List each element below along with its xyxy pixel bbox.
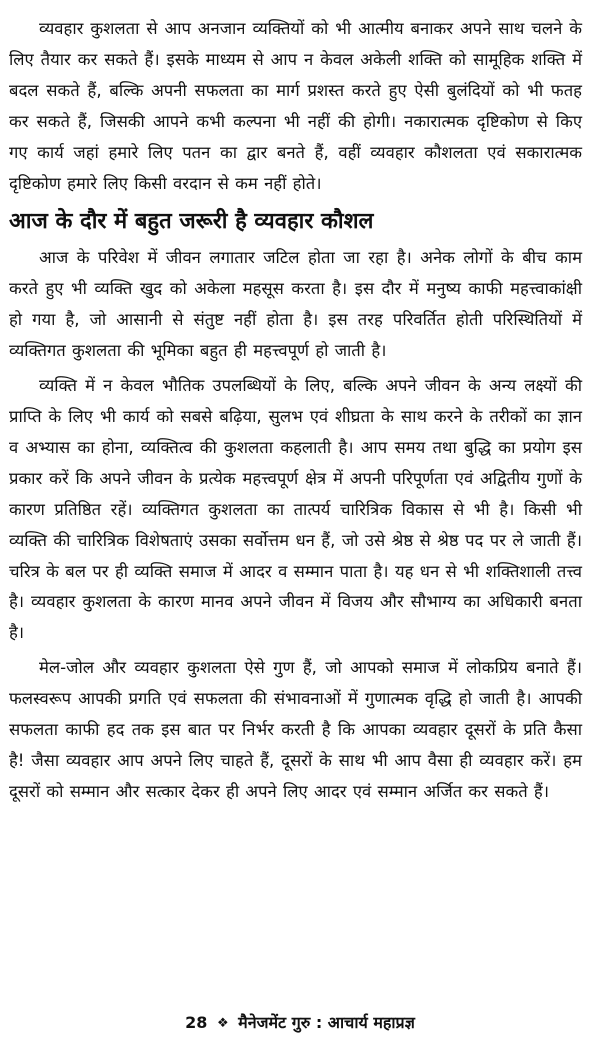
diamond-separator-icon: ❖	[216, 1016, 229, 1031]
page-footer	[0, 1012, 600, 1035]
section-heading: आज के दौर में बहुत जरूरी है व्यवहार कौशल	[9, 209, 374, 235]
book-title: मैनेजमेंट गुरु : आचार्य महाप्रज्ञ	[238, 1013, 415, 1032]
paragraph-intro: व्यवहार कुशलता से आप अनजान व्यक्तियों को भी आत्मीय बनाकर अपने साथ चलने के लिए तैयार कर सकते हैं। इसके माध्यम से आप न केवल अकेली शक्ति को सामूहिक शक्ति में बदल सकते हैं, बल्कि अपनी सफलता का मार्ग प्रशस्त करते हुए ऐसी बुलंदियों को भी फतह कर सकते हैं, जिसकी आपने कभी कल्पना भी नहीं की होगी। नकारात्मक दृष्टिकोण से किए गए कार्य जहां हमारे लिए पतन का द्वार बनते हैं, वहीं व्यवहार कौशलता एवं सकारात्मक दृष्टिकोण हमारे लिए किसी वरदान से कम नहीं होते।	[9, 19, 582, 193]
paragraph-2: व्यक्ति में न केवल भौतिक उपलब्धियों के लिए, बल्कि अपने जीवन के अन्य लक्ष्यों की प्राप्ति के लिए भी कार्य को सबसे बढ़िया, सुलभ एवं शीघ्रता के साथ करने के तरीकों का ज्ञान व अभ्यास का होना, व्यक्तित्व की कुशलता कहलाती है। आप समय तथा बुद्धि का प्रयोग इस प्रकार करें कि अपने जीवन के प्रत्येक महत्त्वपूर्ण क्षेत्र में अपनी परिपूर्णता एवं अद्वितीय गुणों के कारण प्रतिष्ठित रहें। व्यक्तिगत कुशलता का तात्पर्य चारित्रिक विकास से भी है। किसी भी व्यक्ति की चारित्रिक विशेषताएं उसका सर्वोत्तम धन हैं, जो उसे श्रेष्ठ से श्रेष्ठ पद पर ले जाती हैं। चरित्र के बल पर ही व्यक्ति समाज में आदर व सम्मान पाता है। यह धन से भी शक्तिशाली तत्त्व है। व्यवहार कुशलता के कारण मानव अपने जीवन में विजय और सौभाग्य का अधिकारी बनता है।	[9, 376, 582, 643]
paragraph-3: मेल-जोल और व्यवहार कुशलता ऐसे गुण हैं, जो आपको समाज में लोकप्रिय बनाते हैं। फलस्वरूप आपकी प्रगति एवं सफलता की संभावनाओं में गुणात्मक वृद्धि हो जाती है। आपकी सफलता काफी हद तक इस बात पर निर्भर करती है कि आपका व्यवहार दूसरों के प्रति कैसा है! जैसा व्यवहार आप अपने लिए चाहते हैं, दूसरों के साथ भी आप वैसा ही व्यवहार करें। हम दूसरों को सम्मान और सत्कार देकर ही अपने लिए आदर एवं सम्मान अर्जित कर सकते हैं।	[9, 658, 582, 801]
page-number: 28	[185, 1013, 208, 1032]
paragraph-1: आज के परिवेश में जीवन लगातार जटिल होता जा रहा है। अनेक लोगों के बीच काम करते हुए भी व्यक्ति खुद को अकेला महसूस करता है। इस दौर में मनुष्य काफी महत्त्वाकांक्षी हो गया है, जो आसानी से संतुष्ट नहीं होता है। इस तरह परिवर्तित होती परिस्थितियों में व्यक्तिगत कुशलता की भूमिका बहुत ही महत्त्वपूर्ण हो जाती है।	[9, 248, 582, 361]
